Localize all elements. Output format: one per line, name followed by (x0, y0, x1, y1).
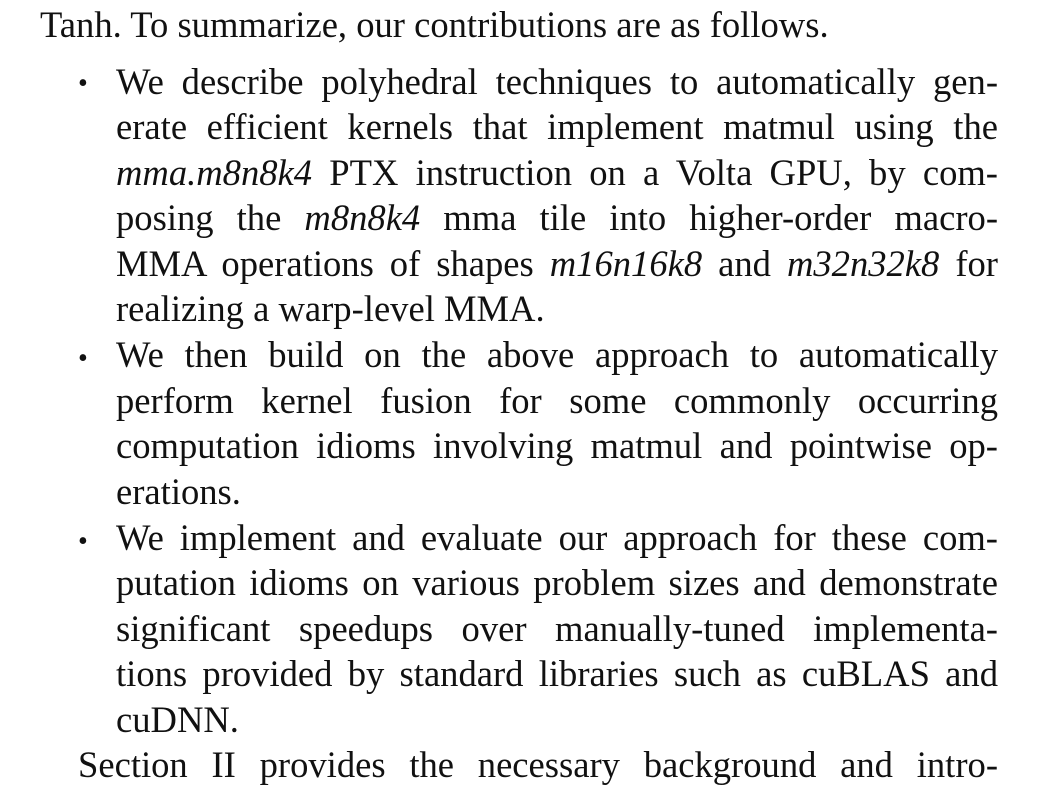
text-segment: posing the (116, 197, 305, 238)
bullet-1-marker: • (78, 68, 88, 99)
text-segment: realizing a warp-level MMA. (116, 288, 545, 329)
intro-line: Tanh. To summarize, our contributions are as follows. (40, 4, 829, 45)
text-segment: significant speedups over manually-tuned implementa- (116, 608, 998, 649)
text-segment: cuDNN. (116, 699, 239, 740)
bullet-1-line-6 (116, 286, 998, 332)
bullet-1-line-1 (116, 59, 998, 105)
text-segment: for (939, 243, 998, 284)
bullet-1-line-4 (116, 195, 998, 241)
text-segment: erate efficient kernels that implement matmul using the (116, 106, 998, 147)
bullet-3-line-3 (116, 606, 998, 652)
italic-term: mma.m8n8k4 (116, 152, 313, 193)
bullet-3-line-1 (116, 515, 998, 561)
text-segment: tions provided by standard libraries such as cuBLAS and (116, 653, 998, 694)
text-segment: computation idioms involving matmul and pointwise op- (116, 425, 998, 466)
bullet-2-marker: • (78, 343, 88, 374)
bullet-1-line-3 (116, 150, 998, 196)
italic-term: m32n32k8 (786, 243, 940, 284)
text-segment: mma tile into higher-order macro- (420, 197, 999, 238)
italic-term: m16n16k8 (549, 243, 703, 284)
bullet-3-line-5 (116, 697, 998, 743)
bullet-3-line-2 (116, 560, 998, 606)
text-segment: perform kernel fusion for some commonly occurring (116, 380, 998, 421)
text-segment: putation idioms on various problem sizes and demonstrate (116, 562, 998, 603)
italic-term: m8n8k4 (304, 197, 421, 238)
text-segment: and (702, 243, 787, 284)
bullet-2-line-1 (116, 332, 998, 378)
bullet-2-line-2 (116, 378, 998, 424)
bullet-2-line-3 (116, 423, 998, 469)
text-segment: erations. (116, 471, 241, 512)
text-segment: We describe polyhedral techniques to automatically gen- (116, 61, 998, 102)
text-segment: We implement and evaluate our approach for these com- (116, 517, 998, 558)
bullet-3-line-4 (116, 651, 998, 697)
bullet-1-line-5 (116, 241, 998, 287)
next-paragraph-cut-line: Section II provides the necessary background and intro- (78, 744, 998, 785)
text-segment: We then build on the above approach to automatically (116, 334, 998, 375)
text-segment: MMA operations of shapes (116, 243, 550, 284)
text-segment: PTX instruction on a Volta GPU, by com- (312, 152, 998, 193)
bullet-3-marker: • (78, 526, 88, 557)
bullet-1-line-2 (116, 104, 998, 150)
bullet-2-line-4 (116, 469, 998, 515)
